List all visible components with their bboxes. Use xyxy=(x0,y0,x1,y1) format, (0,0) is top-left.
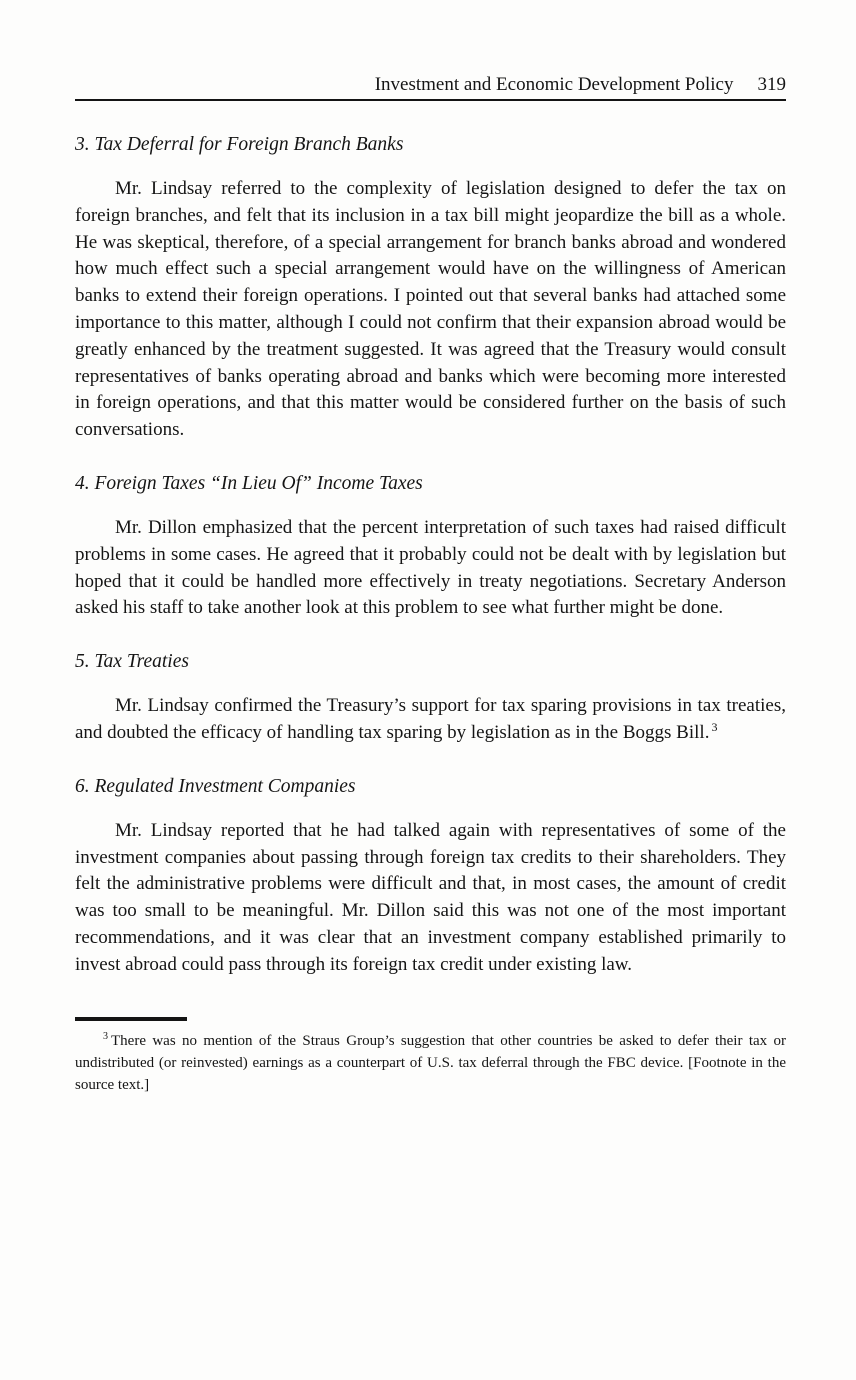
footnote-rule xyxy=(75,1017,187,1021)
section-heading: 3. Tax Deferral for Foreign Branch Banks xyxy=(75,134,404,155)
section-heading: 4. Foreign Taxes “In Lieu Of” Income Taxes xyxy=(75,472,423,494)
paragraph: Mr. Lindsay referred to the complexity of legislation designed to defer the tax on foreign branches, and felt that its inclusion in a tax bill might jeopardize the bill as a whole. He was skeptical, therefore, of a special arrangement for branch banks abroad and wondered how much effect such a special arrangement would have on the willingness of American banks to extend their foreign operations. I pointed out that several banks had attached some importance to this matter, although I could not confirm that their expansion abroad would be greatly enhanced by the treatment suggested. It was agreed that the Treasury would consult representatives of banks operating abroad and banks which were becoming more interested in foreign operations, and that this matter would be considered further on the basis of such conversations. xyxy=(75,178,786,441)
section-foreign-taxes xyxy=(75,471,786,622)
footnote xyxy=(75,1030,786,1096)
footnote-marker: 3 xyxy=(103,1030,108,1042)
section-heading: 5. Tax Treaties xyxy=(75,651,189,673)
running-header xyxy=(75,73,786,97)
section-tax-deferral xyxy=(75,132,786,444)
footnote-reference: 3 xyxy=(711,719,718,734)
paragraph-text: Mr. Lindsay confirmed the Treasury’s support for tax sparing provisions in tax treaties, and doubted the efficacy of handling tax sparing by legislation as in the Boggs Bill. xyxy=(75,695,786,743)
footnote-text: There was no mention of the Straus Group’s suggestion that other countries be asked to defer their tax or undistributed (or reinvested) earnings as a counterpart of U.S. tax deferral through the FBC device. [Footnote in the source text.] xyxy=(75,1032,786,1093)
paragraph: Mr. Lindsay reported that he had talked again with representatives of some of the investment companies about passing through foreign tax credits to their shareholders. They felt the administrative problems were difficult and that, in most cases, the amount of credit was too small to be meaningful. Mr. Dillon said this was not one of the most important recommendations, and it was clear that an investment company established primarily to invest abroad could pass through its foreign tax credit under existing law. xyxy=(75,819,786,975)
section-regulated-investment-companies xyxy=(75,774,786,979)
section-tax-treaties xyxy=(75,649,786,747)
paragraph xyxy=(75,693,786,747)
running-header-title: Investment and Economic Development Policy xyxy=(374,74,734,95)
header-rule xyxy=(75,99,786,101)
page-number: 319 xyxy=(757,74,786,95)
paragraph: Mr. Dillon emphasized that the percent interpretation of such taxes had raised difficult problems in some cases. He agreed that it probably could not be dealt with by legislation but hoped that it could be handled more effectively in treaty negotiations. Secretary Anderson asked his staff to take another look at this problem to see what further might be done. xyxy=(75,516,786,619)
page-body xyxy=(75,132,786,979)
section-heading: 6. Regulated Investment Companies xyxy=(75,775,356,797)
